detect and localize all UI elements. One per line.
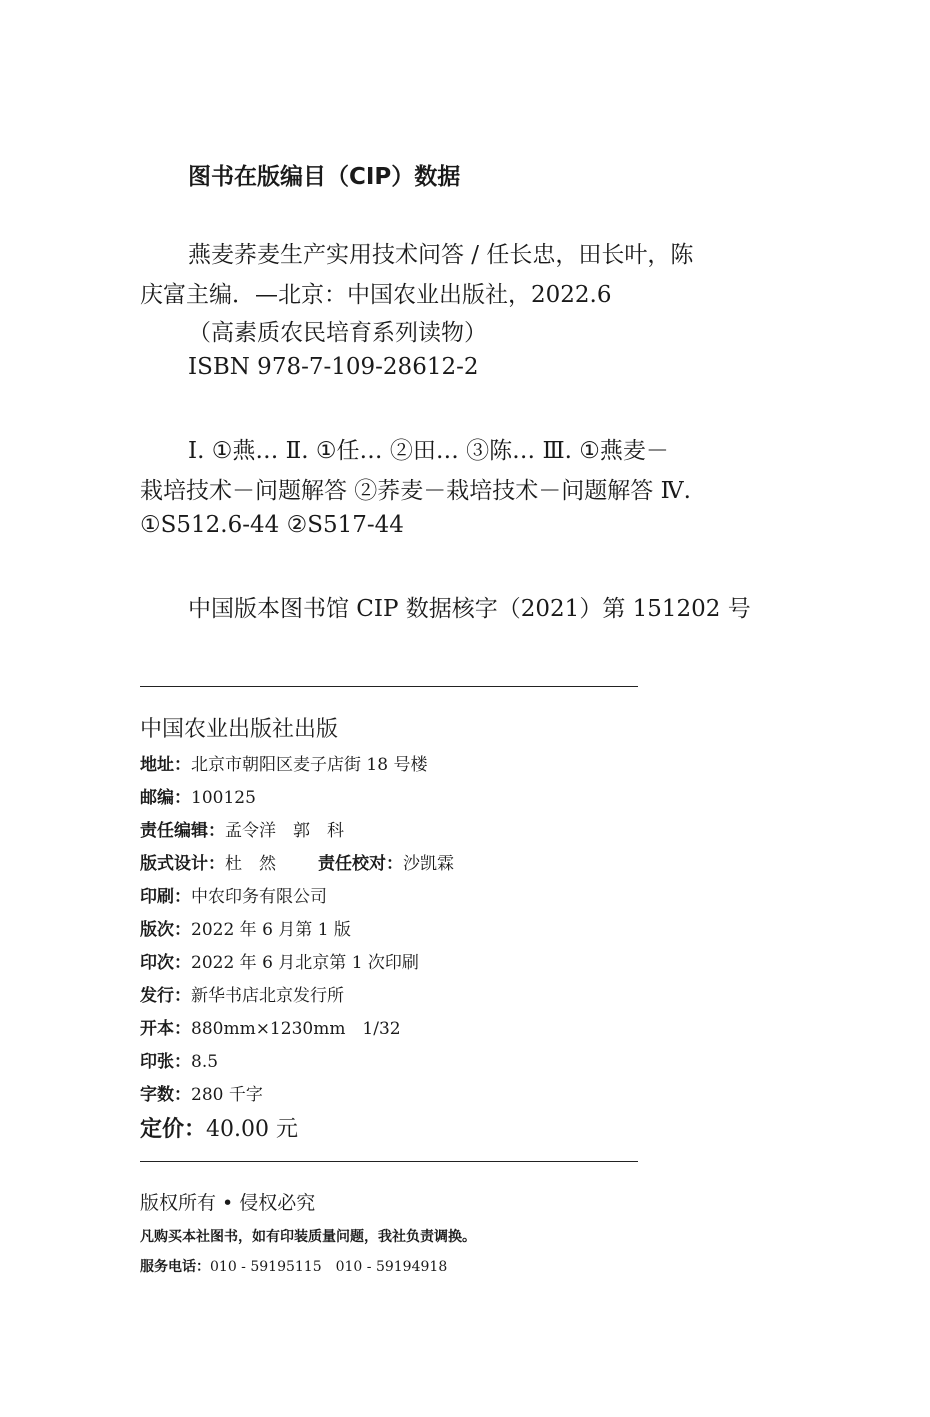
sheets-row — [140, 1047, 218, 1072]
words-value: 280 千字 — [191, 1085, 263, 1105]
design-label: 版式设计： — [140, 854, 225, 874]
service-label: 服务电话： — [140, 1259, 210, 1275]
postcode-value: 100125 — [191, 788, 256, 808]
words-row — [140, 1080, 263, 1105]
printer-row — [140, 882, 327, 907]
proof-value: 沙凯霖 — [403, 854, 454, 874]
cip-verification-number: 中国版本图书馆 CIP 数据核字（2021）第 151202 号 — [188, 596, 751, 622]
cip-heading: 图书在版编目（CIP）数据 — [188, 164, 461, 190]
distributor-value: 新华书店北京发行所 — [191, 986, 344, 1006]
words-label: 字数： — [140, 1085, 191, 1105]
printing-label: 印次： — [140, 953, 191, 973]
edition-row — [140, 915, 351, 940]
price-row — [140, 1112, 298, 1143]
editors-value: 孟令洋 郭 科 — [225, 821, 344, 841]
price-value: 40.00 元 — [206, 1117, 298, 1142]
printer-label: 印刷： — [140, 887, 191, 907]
postcode-label: 邮编： — [140, 788, 191, 808]
printing-row — [140, 948, 419, 973]
cip-isbn: ISBN 978-7-109-28612-2 — [188, 354, 479, 380]
printing-value: 2022 年 6 月北京第 1 次印刷 — [191, 953, 419, 973]
format-row — [140, 1014, 401, 1039]
printer-value: 中农印务有限公司 — [191, 887, 327, 907]
address-value: 北京市朝阳区麦子店街 18 号楼 — [191, 755, 428, 775]
cip-classification-line-1: Ⅰ. ①燕… Ⅱ. ①任… ②田… ③陈… Ⅲ. ①燕麦－ — [188, 438, 669, 464]
cip-title-line-2: 庆富主编．—北京：中国农业出版社，2022.6 — [140, 282, 612, 308]
copyright-notice: 版权所有 • 侵权必究 — [140, 1192, 316, 1214]
format-value: 880mm×1230mm 1/32 — [191, 1019, 401, 1039]
sheets-value: 8.5 — [191, 1052, 219, 1072]
replacement-notice: 凡购买本社图书，如有印装质量问题，我社负责调换。 — [140, 1229, 476, 1245]
editors-row — [140, 816, 344, 841]
distributor-row — [140, 981, 344, 1006]
proof-label: 责任校对： — [318, 854, 403, 874]
cip-classification-line-2: 栽培技术－问题解答 ②荞麦－栽培技术－问题解答 Ⅳ. — [140, 478, 691, 504]
cip-title-line-1: 燕麦荞麦生产实用技术问答 / 任长忠，田长叶，陈 — [188, 242, 694, 268]
edition-value: 2022 年 6 月第 1 版 — [191, 920, 351, 940]
format-label: 开本： — [140, 1019, 191, 1039]
design-proof-row — [140, 849, 454, 874]
service-value: 010 - 59195115 010 - 59194918 — [210, 1259, 448, 1275]
cip-classification-line-3: ①S512.6-44 ②S517-44 — [140, 512, 404, 538]
divider-top — [140, 686, 638, 687]
divider-bottom — [140, 1161, 638, 1162]
publisher-name: 中国农业出版社出版 — [140, 717, 339, 742]
address-row — [140, 750, 427, 775]
design-value: 杜 然 — [225, 854, 276, 874]
edition-label: 版次： — [140, 920, 191, 940]
editors-label: 责任编辑： — [140, 821, 225, 841]
postcode-row — [140, 783, 256, 808]
address-label: 地址： — [140, 755, 191, 775]
price-label: 定价： — [140, 1117, 207, 1142]
cip-series: （高素质农民培育系列读物） — [188, 320, 487, 346]
sheets-label: 印张： — [140, 1052, 191, 1072]
distributor-label: 发行： — [140, 986, 191, 1006]
service-phone-row — [140, 1256, 447, 1276]
